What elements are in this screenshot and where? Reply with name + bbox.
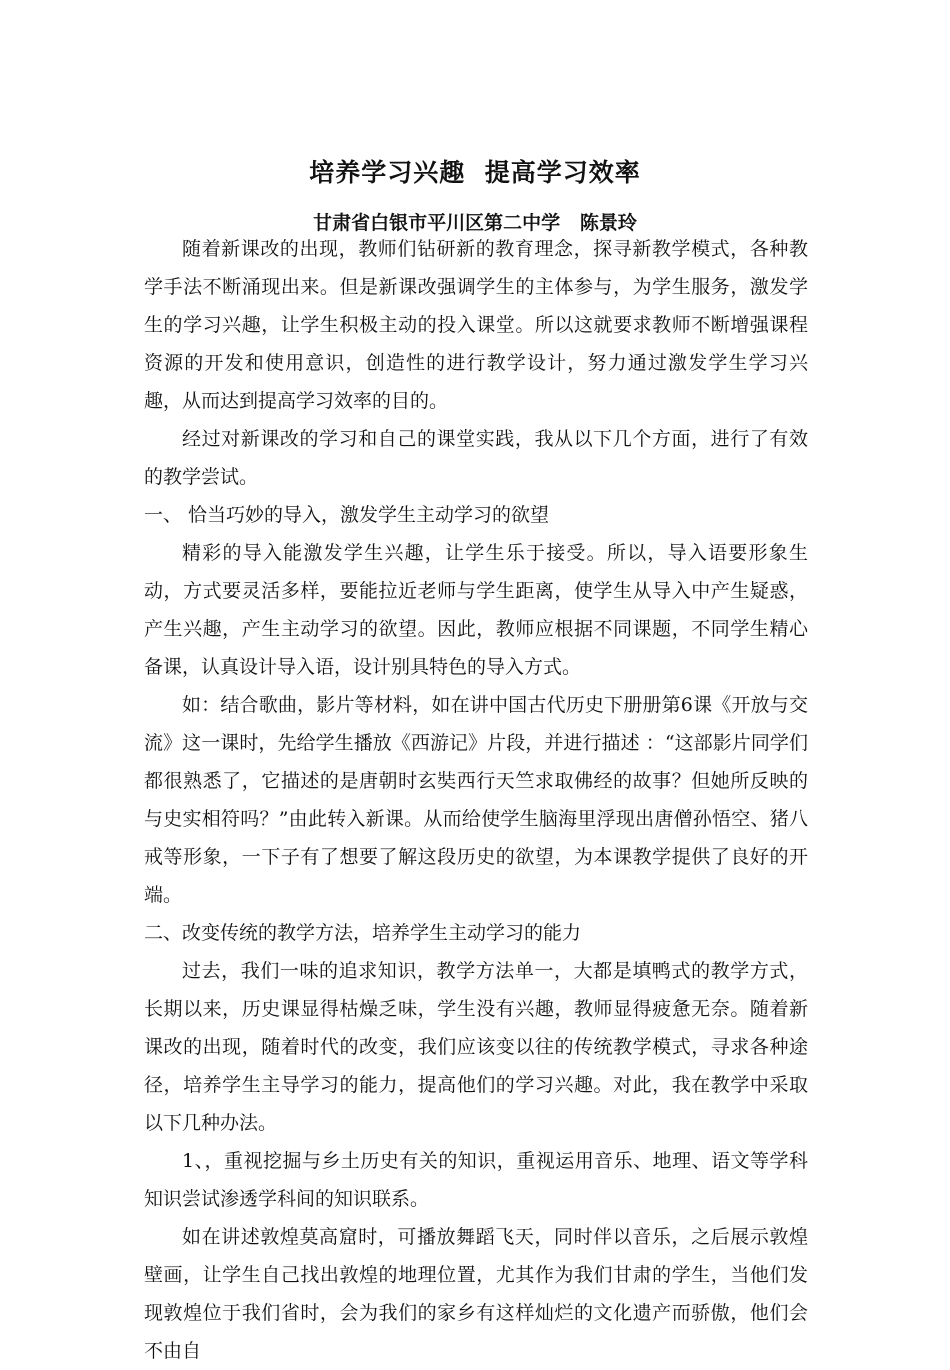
paragraph: 过去，我们一味的追求知识，教学方法单一，大都是填鸭式的教学方式，长期以来，历史课显得枯燥乏味，学生没有兴趣，教师显得疲惫无奈。随着新课改的出现，随着时代的改变，我们应该变以往的传统教学模式，寻求各种途径，培养学生主导学习的能力，提高他们的学习兴趣。对此，我在教学中采取以下几种办法。	[144, 960, 808, 1134]
paragraph: 精彩的导入能激发学生兴趣，让学生乐于接受。所以，导入语要形象生动，方式要灵活多样，要能拉近老师与学生距离，使学生从导入中产生疑惑，产生兴趣，产生主动学习的欲望。因此，教师应根据不同课题，不同学生精心备课，认真设计导入语，设计别具特色的导入方式。	[144, 542, 808, 678]
document-body	[144, 230, 808, 1370]
section-heading: 二、改变传统的教学方法，培养学生主动学习的能力	[144, 922, 582, 944]
paragraph: 经过对新课改的学习和自己的课堂实践，我从以下几个方面，进行了有效的教学尝试。	[144, 428, 808, 488]
document-title: 培养学习兴趣 提高学习效率	[309, 158, 641, 187]
document-author: 甘肃省白银市平川区第二中学 陈景玲	[313, 212, 637, 234]
paragraph: 1、，重视挖掘与乡土历史有关的知识，重视运用音乐、地理、语文等学科知识尝试渗透学科间的知识联系。	[144, 1150, 808, 1210]
section-heading: 一、 恰当巧妙的导入，激发学生主动学习的欲望	[144, 504, 550, 526]
paragraph: 随着新课改的出现，教师们钻研新的教育理念，探寻新教学模式，各种教学手法不断涌现出来。但是新课改强调学生的主体参与，为学生服务，激发学生的学习兴趣，让学生积极主动的投入课堂。所以这就要求教师不断增强课程资源的开发和使用意识，创造性的进行教学设计，努力通过激发学生学习兴趣，从而达到提高学习效率的目的。	[144, 238, 808, 412]
paragraph: 如在讲述敦煌莫高窟时，可播放舞蹈飞天，同时伴以音乐，之后展示敦煌壁画，让学生自己找出敦煌的地理位置，尤其作为我们甘肃的学生，当他们发现敦煌位于我们省时，会为我们的家乡有这样灿烂的文化遗产而骄傲，他们会不由自	[144, 1226, 808, 1362]
paragraph: 如：结合歌曲，影片等材料，如在讲中国古代历史下册册第6课《开放与交流》这一课时，先给学生播放《西游记》片段，并进行描述 ：“这部影片同学们都很熟悉了，它描述的是唐朝时玄奘西行天竺求取佛经的故事？但她所反映的与史实相符吗？”由此转入新课。从而给使学生脑海里浮现出唐僧孙悟空、猪八戒等形象，一下子有了想要了解这段历史的欲望，为本课教学提供了良好的开端。	[144, 694, 808, 906]
